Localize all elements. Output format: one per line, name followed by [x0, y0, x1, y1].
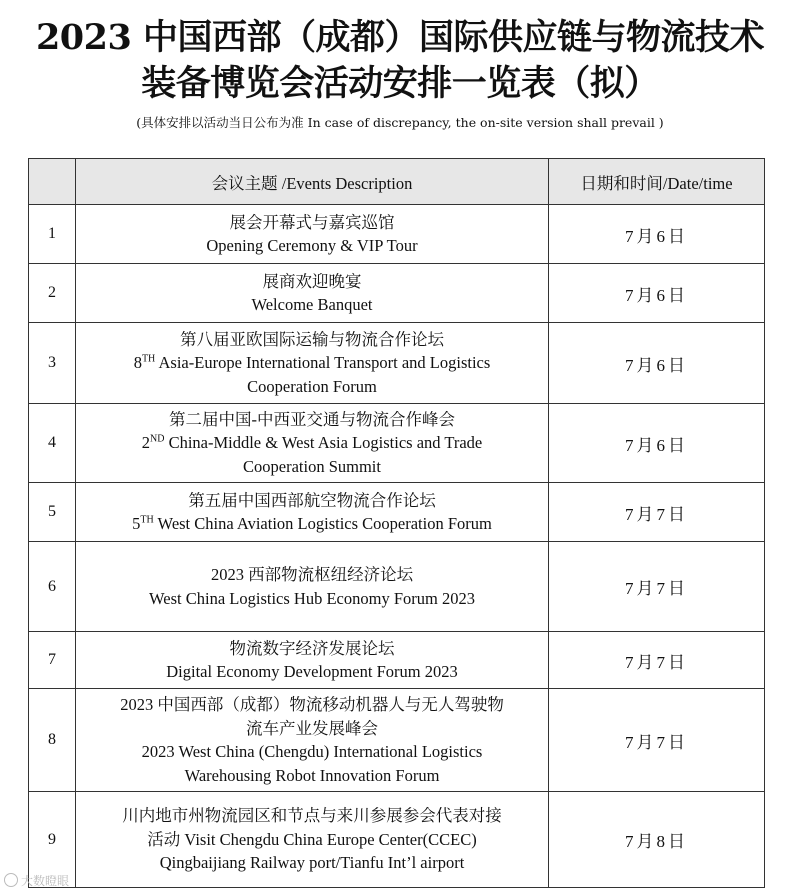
table-row — [29, 483, 765, 542]
event-title-zh: 2023 西部物流枢纽经济论坛 — [210, 565, 414, 584]
event-description — [76, 483, 549, 542]
event-description — [76, 632, 549, 689]
event-title-zh-line2: 活动 Visit Chengdu China Europe Center(CCEC) — [147, 829, 477, 849]
row-number: 7 — [29, 632, 76, 689]
ordinal-number: 2 — [141, 433, 150, 453]
watermark-text: 大数瞪眼 — [21, 874, 70, 888]
row-number: 6 — [29, 542, 76, 632]
ordinal-suffix: ND — [149, 433, 165, 445]
ordinal-number: 5 — [132, 514, 141, 533]
table-row — [29, 792, 765, 888]
ordinal-suffix: TH — [140, 514, 154, 526]
event-title-en-text: West China Aviation Logistics Cooperation Forum — [153, 514, 492, 533]
row-number: 2 — [29, 264, 76, 323]
event-date: 7月6日 — [549, 264, 765, 323]
table-row — [29, 689, 765, 792]
ordinal-suffix: TH — [141, 353, 156, 365]
row-number: 9 — [29, 792, 76, 888]
table-header-row — [29, 159, 765, 205]
event-date: 7月8日 — [549, 792, 765, 888]
page-title-line2: 装备博览会活动安排一览表（拟） — [141, 63, 659, 104]
event-title-en: Qingbaijiang Railway port/Tianfu Int’l airport — [159, 853, 465, 873]
row-number: 1 — [29, 205, 76, 264]
header-number — [29, 159, 76, 205]
table-row — [29, 542, 765, 632]
watermark — [4, 872, 69, 889]
event-description — [76, 689, 549, 792]
event-title-en-line1 — [76, 512, 548, 536]
table-row — [29, 323, 765, 404]
table-row — [29, 632, 765, 689]
event-date: 7月7日 — [549, 483, 765, 542]
event-title-en-line2: Cooperation Forum — [247, 376, 377, 396]
event-description — [76, 264, 549, 323]
event-title-zh: 第五届中国西部航空物流合作论坛 — [188, 490, 436, 510]
event-title-en-text: Asia-Europe International Transport and Logistics — [155, 353, 491, 373]
discrepancy-note: (具体安排以活动当日公布为准 In case of discrepancy, the on-site version shall prevail ) — [136, 115, 664, 130]
event-date: 7月7日 — [549, 542, 765, 632]
event-date: 7月7日 — [549, 632, 765, 689]
event-title-zh: 物流数字经济发展论坛 — [229, 638, 395, 658]
event-description — [76, 323, 549, 404]
header-events-description: 会议主题 /Events Description — [76, 159, 549, 205]
row-number: 8 — [29, 689, 76, 792]
event-title-zh: 展商欢迎晚宴 — [262, 271, 362, 291]
event-title-zh-line1: 川内地市州物流园区和节点与来川参展参会代表对接 — [122, 806, 502, 826]
event-title-en-text: China-Middle & West Asia Logistics and Trade — [164, 433, 483, 453]
event-title-zh: 第二届中国-中西亚交通与物流合作峰会 — [169, 409, 455, 429]
row-number: 4 — [29, 404, 76, 483]
event-date: 7月7日 — [549, 689, 765, 792]
page-title-line1: 2023 中国西部（成都）国际供应链与物流技术 — [35, 17, 765, 58]
event-date: 7月6日 — [549, 205, 765, 264]
header-date-time: 日期和时间/Date/time — [549, 159, 765, 205]
event-date: 7月6日 — [549, 323, 765, 404]
row-number: 5 — [29, 483, 76, 542]
event-description — [76, 404, 549, 483]
event-description — [76, 542, 549, 632]
event-title-en-line1 — [76, 431, 548, 455]
event-date: 7月6日 — [549, 404, 765, 483]
event-title-en-line2: Warehousing Robot Innovation Forum — [184, 765, 440, 785]
event-title-zh: 展会开幕式与嘉宾巡馆 — [229, 212, 395, 232]
event-title-zh: 第八届亚欧国际运输与物流合作论坛 — [180, 329, 444, 349]
event-title-en: West China Logistics Hub Economy Forum 2023 — [149, 588, 475, 608]
events-table — [28, 158, 765, 888]
event-title-en: Digital Economy Development Forum 2023 — [166, 662, 458, 681]
event-description — [76, 205, 549, 264]
event-description — [76, 792, 549, 888]
watermark-logo-icon — [4, 873, 18, 887]
event-title-en-line2: Cooperation Summit — [243, 456, 381, 476]
table-row — [29, 404, 765, 483]
event-title-en: Welcome Banquet — [251, 295, 373, 314]
event-title-en-line1: 2023 West China (Chengdu) International Logistics — [141, 742, 483, 761]
event-title-en-line1 — [76, 351, 548, 375]
ordinal-number: 8 — [133, 353, 142, 373]
event-title-zh-line2: 流车产业发展峰会 — [246, 718, 378, 738]
event-title-en: Opening Ceremony & VIP Tour — [206, 236, 418, 255]
event-title-zh-line1: 2023 中国西部（成都）物流移动机器人与无人驾驶物 — [120, 695, 504, 714]
table-row — [29, 205, 765, 264]
table-row — [29, 264, 765, 323]
row-number: 3 — [29, 323, 76, 404]
